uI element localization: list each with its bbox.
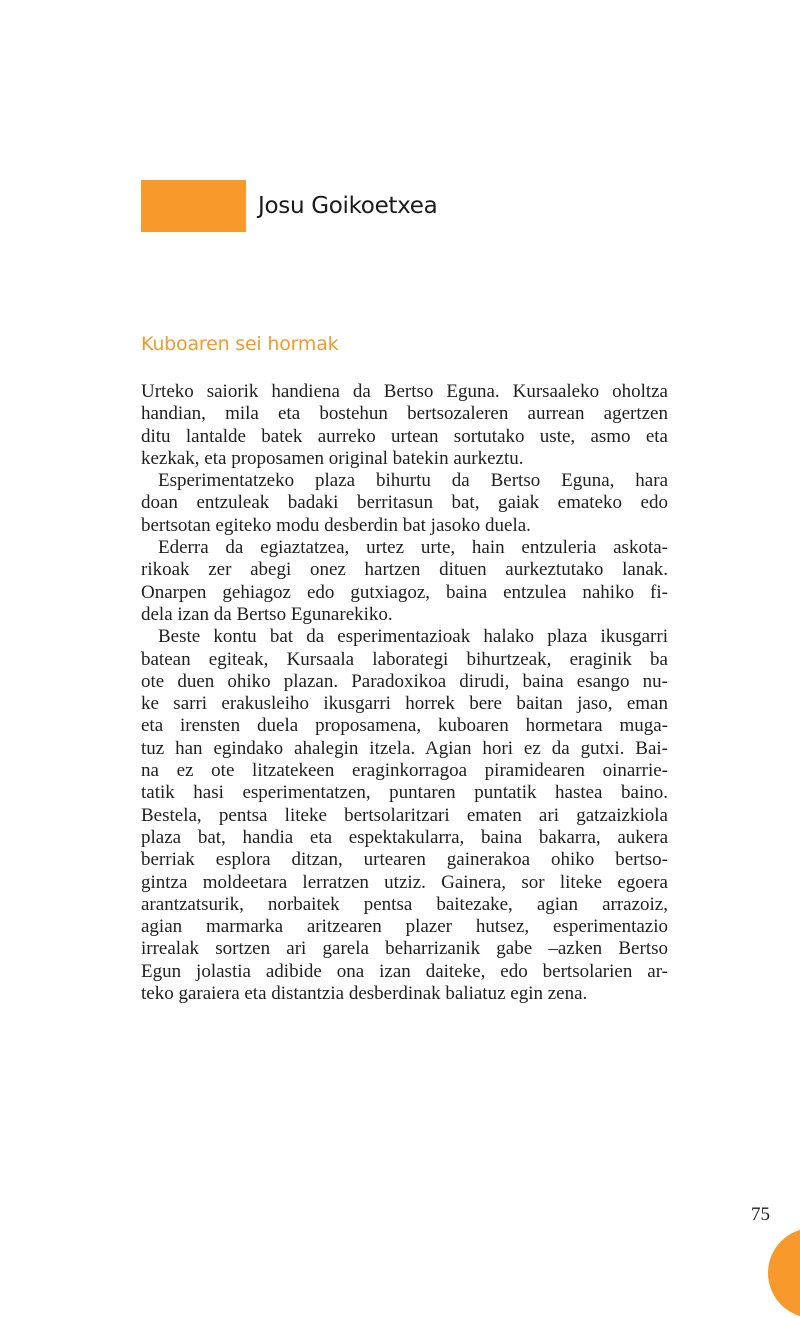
paragraph: [141, 626, 668, 1005]
paragraph: [141, 470, 668, 537]
text-line: irrealak sortzen ari garela beharrizanik gabe –azken Bertso: [141, 938, 668, 960]
text-line: kezkak, eta proposamen original batekin aurkeztu.: [141, 447, 524, 469]
text-line: batean egiteak, Kursaala laborategi bihurtzeak, eraginik ba: [141, 648, 668, 670]
text-line: na ez ote litzatekeen eraginkorragoa piramidearen oinarrie-: [141, 760, 668, 782]
text-line: arantzatsurik, norbaitek pentsa baitezake, agian arrazoiz,: [141, 893, 668, 915]
text-line: eta irensten duela proposamena, kuboaren hormetara muga-: [141, 715, 668, 737]
text-line: teko garaiera eta distantzia desberdinak baliatuz egin zena.: [141, 983, 588, 1005]
text-line: gintza moldeetara lerratzen utziz. Gainera, sor liteke egoera: [141, 871, 668, 893]
orange-accent-block: [141, 180, 246, 232]
text-line: dela izan da Bertso Egunarekiko.: [141, 603, 393, 625]
text-line: Egun jolastia adibide ona izan daiteke, edo bertsolarien ar-: [141, 960, 668, 982]
body-text: [141, 381, 668, 1005]
text-line: agian marmarka aritzearen plazer hutsez, esperimentazio: [141, 916, 668, 938]
paragraph: [141, 381, 668, 470]
text-line: tuz han egindako ahalegin itzela. Agian hori ez da gutxi. Bai-: [141, 737, 668, 759]
text-line: Onarpen gehiagoz edo gutxiagoz, baina entzulea nahiko fi-: [141, 581, 668, 603]
text-line: ote duen ohiko plazan. Paradoxikoa dirudi, baina esango nu-: [141, 670, 668, 692]
text-line: Beste kontu bat da esperimentazioak halako plaza ikusgarri: [158, 626, 668, 648]
text-line: plaza bat, handia eta espektakularra, baina bakarra, aukera: [141, 826, 668, 848]
section-title: Kuboaren sei hormak: [141, 333, 339, 355]
text-line: Ederra da egiaztatzea, urtez urte, hain entzuleria askota-: [158, 537, 668, 559]
page-number: 75: [751, 1204, 770, 1225]
text-line: tatik hasi esperimentatzen, puntaren puntatik hastea baino.: [141, 782, 668, 804]
text-line: rikoak zer abegi onez hartzen dituen aurkeztutako lanak.: [141, 559, 668, 581]
corner-decoration: [768, 1228, 800, 1318]
text-line: Esperimentatzeko plaza bihurtu da Bertso Eguna, hara: [158, 470, 668, 492]
text-line: ditu lantalde batek aurreko urtean sortutako uste, asmo eta: [141, 425, 668, 447]
text-line: bertsotan egiteko modu desberdin bat jasoko duela.: [141, 514, 531, 536]
text-line: Urteko saiorik handiena da Bertso Eguna. Kursaaleko oholtza: [141, 381, 668, 402]
text-line: Bestela, pentsa liteke bertsolaritzari ematen ari gatzaizkiola: [141, 804, 668, 826]
text-line: berriak esplora ditzan, urtearen gainerakoa ohiko bertso-: [141, 849, 668, 871]
paragraph: [141, 537, 668, 626]
author-name: Josu Goikoetxea: [258, 193, 438, 219]
text-line: doan entzuleak badaki berritasun bat, gaiak emateko edo: [141, 492, 668, 514]
text-line: ke sarri erakusleiho ikusgarri horrek bere baitan jaso, eman: [141, 693, 668, 715]
text-line: handian, mila eta bostehun bertsozaleren aurrean agertzen: [141, 403, 668, 425]
